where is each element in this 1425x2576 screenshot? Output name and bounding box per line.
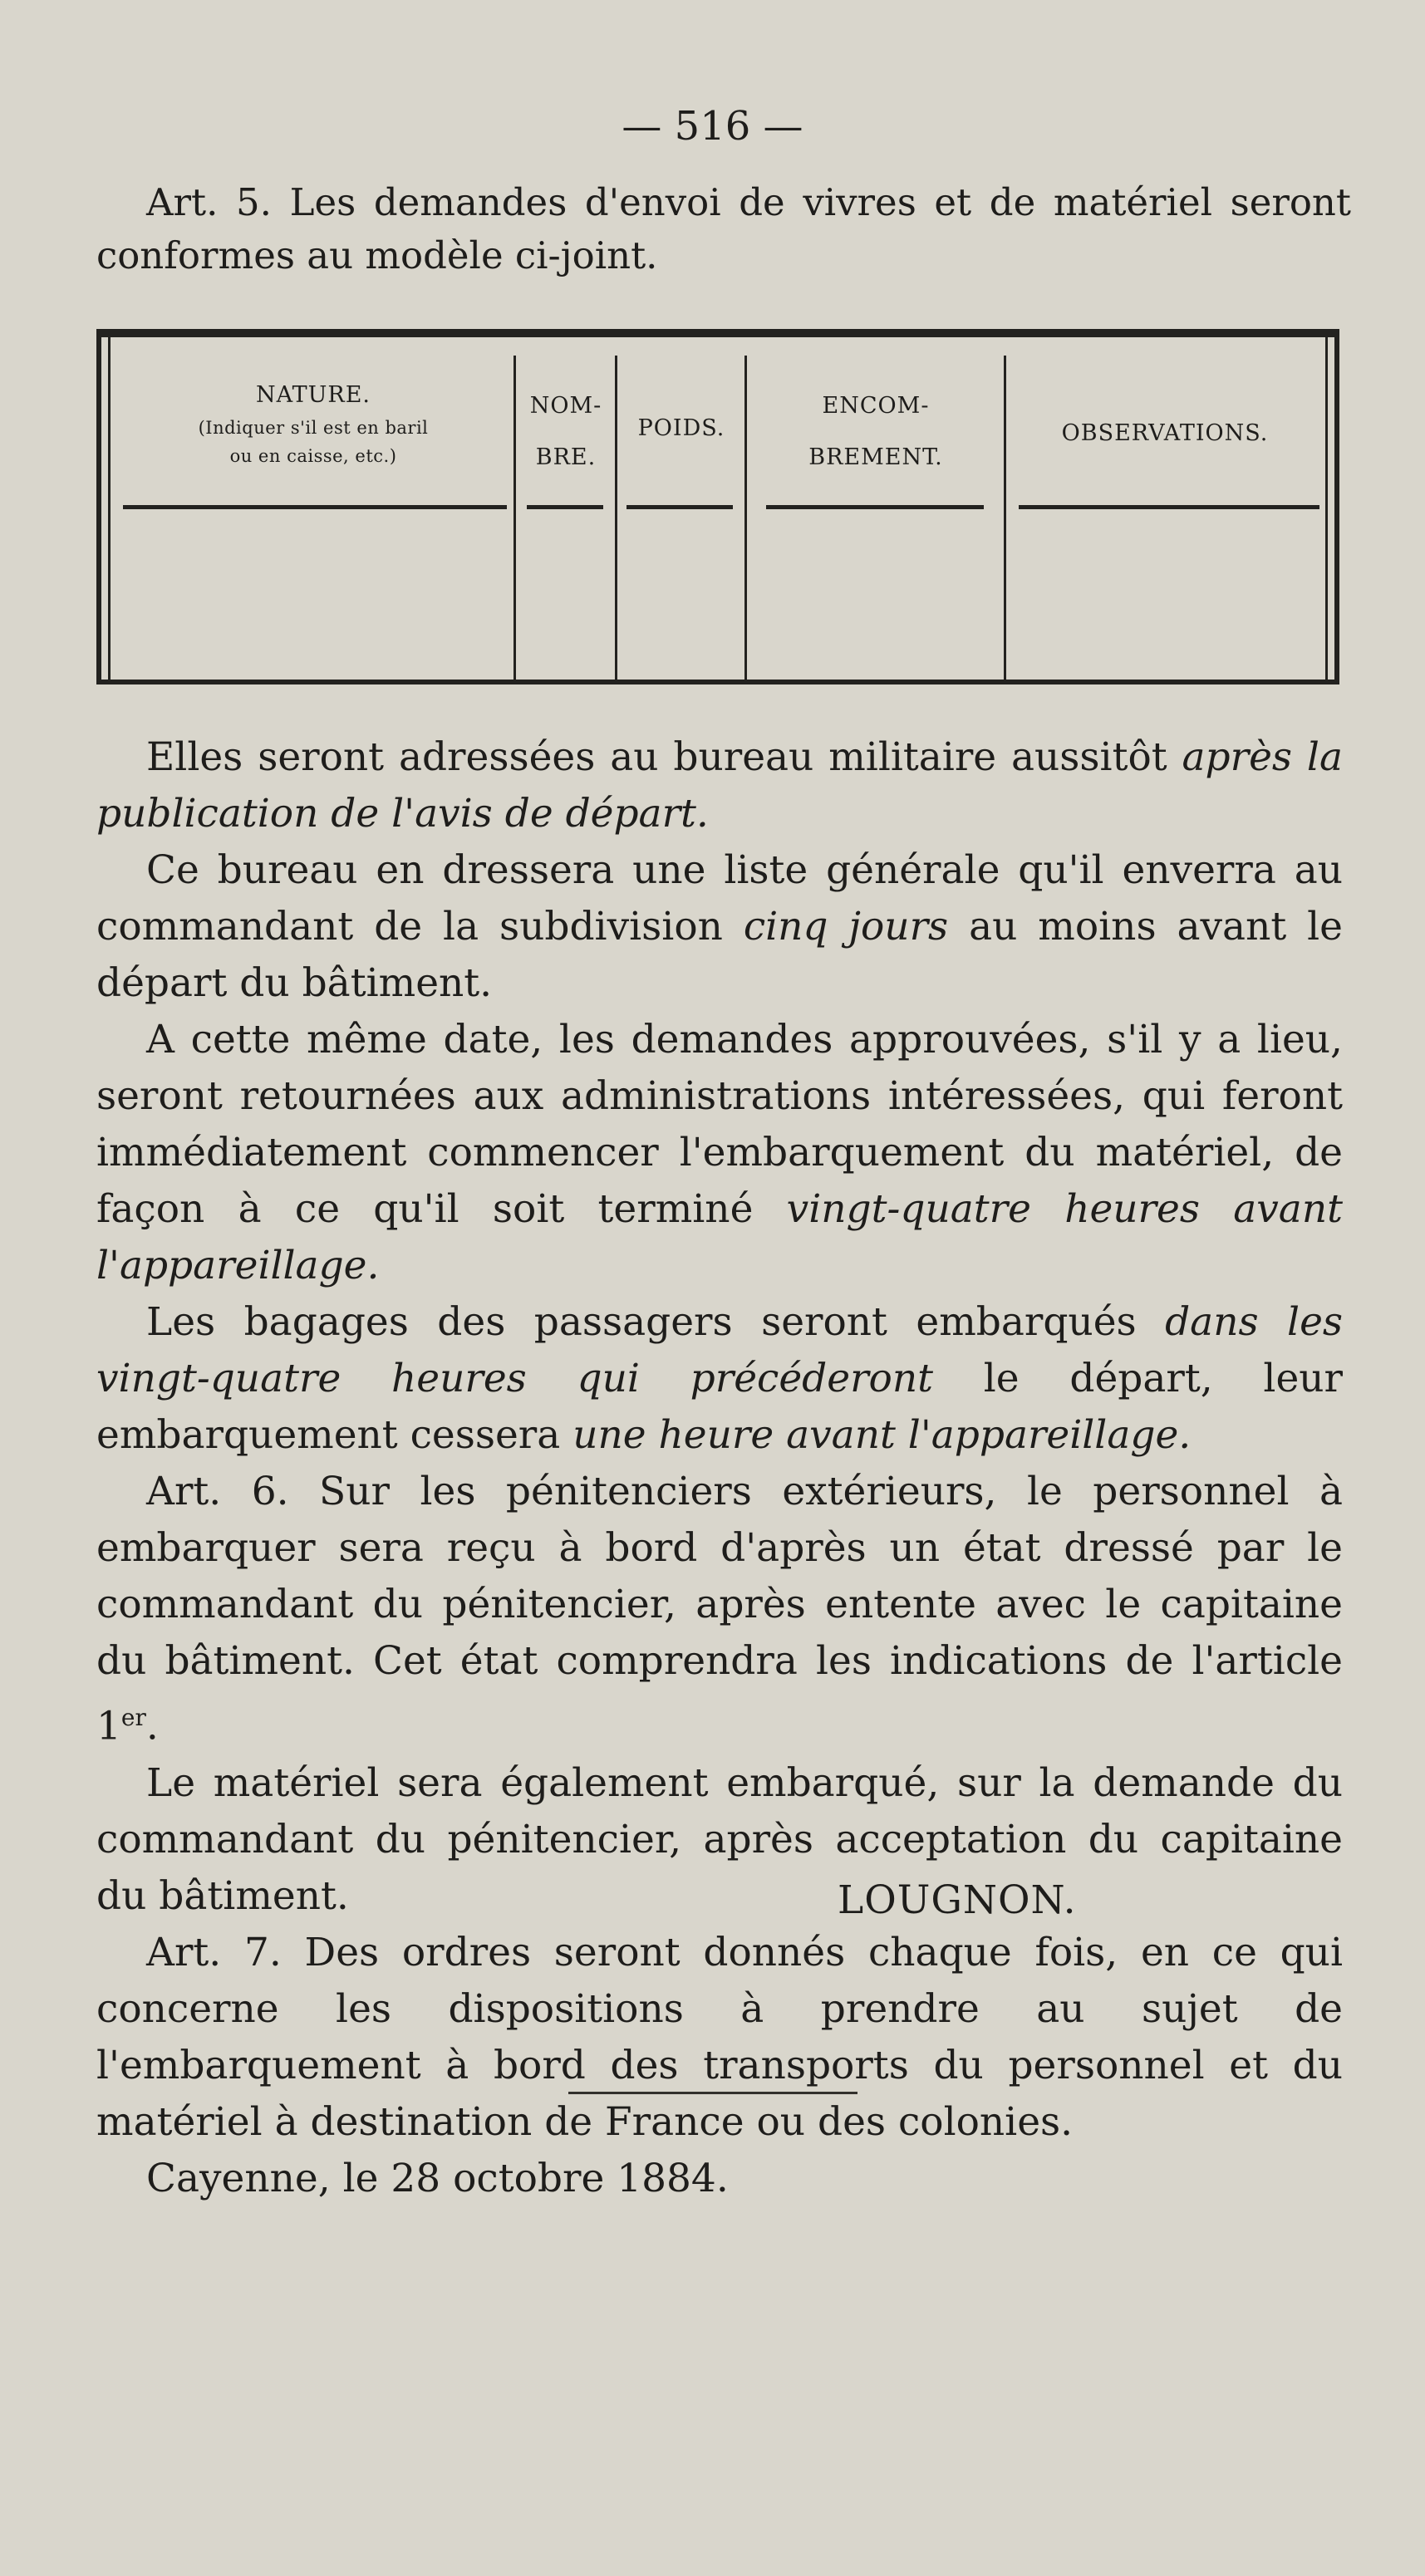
- table-inner-border-right: [1325, 337, 1328, 680]
- header-nature-note-line1: (Indiquer s'il est en baril: [198, 418, 429, 438]
- text-run: .: [145, 1703, 159, 1749]
- header-rule: [527, 505, 603, 509]
- header-nombre: [517, 380, 615, 483]
- header-observations: OBSERVATIONS.: [1061, 420, 1269, 446]
- column-divider: [1004, 356, 1006, 680]
- header-rule: [123, 505, 507, 509]
- article-7: Art. 7. Des ordres seront donnés chaque fois, en ce qui concerne les dispositions à prendre au sujet de l'embarquement à bord des transports du personnel et du matériel à destination de France ou des colonies.: [96, 1929, 1343, 2145]
- column-divider: [513, 356, 516, 680]
- header-nombre-line2: BRE.: [535, 444, 597, 470]
- article-5: [96, 176, 1351, 282]
- emphasis: cinq jours: [743, 904, 949, 949]
- header-nature: [118, 377, 509, 470]
- body-text: [96, 729, 1343, 2207]
- emphasis: vingt-quatre heures avant l'appareillage.: [96, 1186, 1343, 1288]
- paragraph-baggage: [96, 1294, 1343, 1464]
- superscript: er: [120, 1704, 146, 1731]
- header-nature-label: NATURE.: [255, 382, 371, 408]
- text-run: A cette même date, les demandes approuvées, s'il y a lieu, seront retournées aux administrations intéressées, qui feront immédiatement commencer l'embarquement du matériel, de façon à ce qu'il soit terminé: [96, 1017, 1343, 1232]
- header-poids: POIDS.: [637, 415, 725, 441]
- page-number: — 516 —: [622, 103, 803, 150]
- signature-name: LOUGNON.: [838, 1877, 1077, 1923]
- emphasis: une heure avant l'appareillage.: [572, 1412, 1192, 1458]
- paragraph-addressing: [96, 729, 1343, 842]
- header-encombrement: [748, 380, 1004, 483]
- text-run: Les bagages des passagers seront embarqués: [146, 1299, 1166, 1345]
- header-rule: [766, 505, 984, 509]
- emphasis: dans les vingt-quatre heures qui précéderont: [96, 1299, 1344, 1401]
- header-encombrement-line2: BREMENT.: [808, 444, 943, 470]
- column-divider: [744, 356, 747, 680]
- emphasis: après la publication de l'avis de départ.: [96, 734, 1343, 837]
- text-run: Elles seront adressées au bureau militaire aussitôt: [146, 734, 1182, 780]
- article-5-text: Art. 5. Les demandes d'envoi de vivres et de matériel seront conformes au modèle ci-joint.: [96, 180, 1351, 277]
- text-run: Ce bureau en dressera une liste générale qu'il enverra au commandant de la subdivision: [96, 847, 1343, 949]
- table-inner-border-left: [108, 337, 111, 680]
- column-divider: [615, 356, 617, 680]
- place-and-date: Cayenne, le 28 octobre 1884.: [146, 2155, 729, 2201]
- header-encombrement-line1: ENCOM-: [822, 393, 930, 419]
- header-rule: [1019, 505, 1319, 509]
- header-nature-note-line2: ou en caisse, etc.): [229, 446, 397, 466]
- text-run: au moins avant le départ du bâtiment.: [96, 904, 1343, 1006]
- paragraph-materiel: Le matériel sera également embarqué, sur la demande du commandant du pénitencier, après acceptation du capitaine du bâtiment.: [96, 1759, 1343, 1919]
- supply-request-form-table: [96, 329, 1339, 684]
- end-rule: [568, 2092, 857, 2094]
- header-nombre-line1: NOM-: [529, 393, 602, 419]
- text-run: Art. 6. Sur les pénitenciers extérieurs, le personnel à embarquer sera reçu à bord d'après un état dressé par le commandant du pénitencier, après entente avec le capitaine du bâtiment. Cet état comprendra les indications de l'article 1: [96, 1469, 1343, 1749]
- paragraph-general-list: [96, 842, 1343, 1012]
- header-rule: [627, 505, 733, 509]
- text-run: le départ, leur embarquement cessera: [96, 1356, 1343, 1458]
- paragraph-approved-requests: [96, 1012, 1343, 1294]
- article-6: [96, 1464, 1343, 1755]
